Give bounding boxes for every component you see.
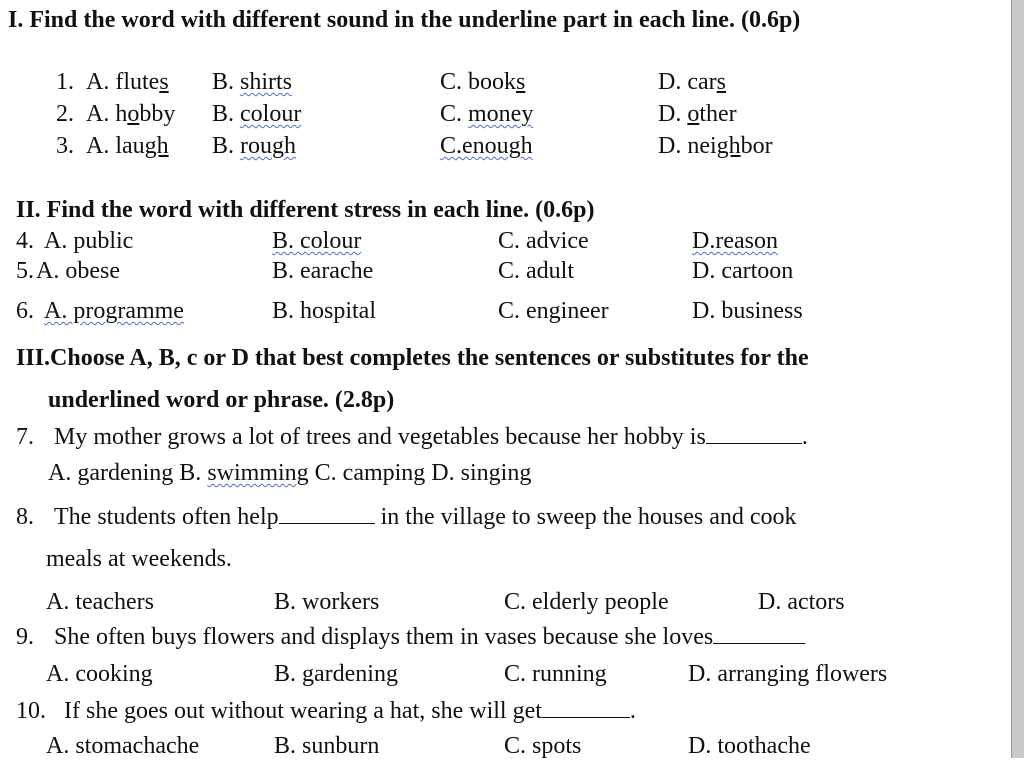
page-edge — [1012, 0, 1024, 758]
page-edge-line — [1011, 0, 1012, 758]
q10-blank — [542, 697, 630, 718]
q6-option-a: A. programme — [44, 298, 184, 324]
q4-num: 4. — [16, 228, 34, 254]
section3-title-line2: underlined word or phrase. (2.8p) — [48, 387, 395, 413]
q1-option-c: C. books — [440, 69, 526, 95]
q8-num: 8. — [16, 504, 34, 530]
q5-option-d: D. cartoon — [692, 258, 794, 284]
q6-num: 6. — [16, 298, 34, 324]
q9-option-a: A. cooking — [46, 661, 153, 687]
q6-option-b: B. hospital — [272, 298, 377, 324]
q8-option-d: D. actors — [758, 589, 845, 615]
q4-option-d: D.reason — [692, 228, 778, 254]
q8-option-b: B. workers — [274, 589, 380, 615]
q5-option-c: C. adult — [498, 258, 574, 284]
q6-option-d: D. business — [692, 298, 803, 324]
q8-blank — [279, 503, 375, 524]
q9-option-d: D. arranging flowers — [688, 661, 888, 687]
q2-option-b: B. colour — [212, 101, 302, 127]
q7-text: My mother grows a lot of trees and vegetables because her hobby is . — [54, 424, 808, 450]
q8-text: The students often help in the village to sweep the houses and cook — [54, 504, 797, 530]
q10-option-d: D. toothache — [688, 733, 811, 759]
q3-option-d: D. neighbor — [658, 133, 773, 159]
q2-option-c: C. money — [440, 101, 534, 127]
section1-title: I. Find the word with different sound in the underline part in each line. (0.6p) — [8, 7, 801, 33]
q4-option-a: A. public — [44, 228, 134, 254]
q10-option-c: C. spots — [504, 733, 582, 759]
q7-num: 7. — [16, 424, 34, 450]
q9-blank — [713, 623, 805, 644]
q1-option-a: A. flutes — [86, 69, 169, 95]
q8-option-a: A. teachers — [46, 589, 154, 615]
q4-option-b: B. colour — [272, 228, 362, 254]
q2-option-d: D. other — [658, 101, 737, 127]
q6-option-c: C. engineer — [498, 298, 609, 324]
q5-num: 5. — [16, 258, 34, 284]
q10-num: 10. — [16, 698, 46, 724]
section2-title: II. Find the word with different stress in each line. (0.6p) — [16, 197, 595, 223]
q7-options: A. gardening B. swimming C. camping D. singing — [48, 460, 532, 486]
q8-option-c: C. elderly people — [504, 589, 669, 615]
q9-num: 9. — [16, 624, 34, 650]
q1-num: 1. — [56, 69, 74, 95]
q9-text: She often buys flowers and displays them in vases because she loves — [54, 623, 805, 651]
q3-option-c: C.enough — [440, 133, 533, 159]
q5-option-a: A. obese — [36, 258, 120, 284]
q9-option-b: B. gardening — [274, 661, 398, 687]
q10-option-a: A. stomachache — [46, 733, 200, 759]
q3-option-b: B. rough — [212, 133, 297, 159]
q3-option-a: A. laugh — [86, 133, 169, 159]
q5-option-b: B. earache — [272, 258, 374, 284]
q4-option-c: C. advice — [498, 228, 589, 254]
q2-num: 2. — [56, 101, 74, 127]
q3-num: 3. — [56, 133, 74, 159]
q7-blank — [706, 423, 802, 444]
q9-option-c: C. running — [504, 661, 607, 687]
q8-text-line2: meals at weekends. — [46, 546, 232, 572]
q1-option-b: B. shirts — [212, 69, 293, 95]
q2-option-a: A. hobby — [86, 101, 176, 127]
q10-text: If she goes out without wearing a hat, she will get . — [64, 698, 636, 724]
section3-title-line1: III.Choose A, B, c or D that best completes the sentences or substitutes for the — [16, 345, 809, 371]
q1-option-d: D. cars — [658, 69, 726, 95]
q10-option-b: B. sunburn — [274, 733, 380, 759]
